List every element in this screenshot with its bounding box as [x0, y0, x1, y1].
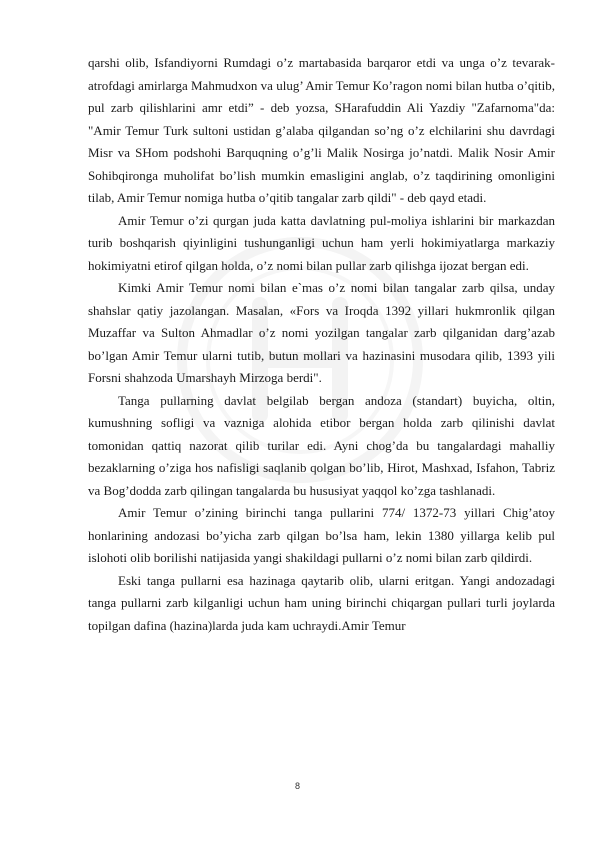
page-number: 8 [294, 781, 300, 791]
paragraph-coin-standard: Tanga pullarning davlat belgilab bergan andoza (standart) buyicha, oltin, kumushning sofligi va vazniga alohida etibor bergan holda zarb qilinishi davlat tomonidan qattiq nazorat qilib turilar edi. Ayni chog’da bu tangalardagi mahalliy bezaklarning o’ziga hos nafisligi saqlanib qolgan bo’lib, Hirot, Mashxad, Isfahon, Tabriz va Bog’dodda zarb qilingan tangalarda bu hususiyat yaqqol ko’zga tashlanadi. [88, 392, 555, 498]
paragraph-continuation: qarshi olib, Isfandiyorni Rumdagi o’z martabasida barqaror etdi va unga o’z tevarak-atrofdagi amirlarga Mahmudxon va ulug’ Amir Temur Ko’ragon nomi bilan hutba o’qitib, pul zarb qilishlarini amr etdi” - deb yozsa, SHarafuddin Ali Yazdiy "Zafarnoma"da: "Amir Temur Turk sultoni ustidan g’alaba qilgandan so’ng o’z elchilarini shu davrdagi Misr va SHom podshohi Barquqning o’g’li Malik Nosirga jo’natdi. Malik Nosir Amir Sohibqironga muholifat bo’lish mumkin emasligini anglab, o’z taqdirining omonligini tilab, Amir Temur nomiga hutba o’qitib tangalar zarb qildi" - deb qayd etadi. [88, 55, 555, 205]
paragraph-coinage-authority: Amir Temur o’zi qurgan juda katta davlatning pul-moliya ishlarini bir markazdan turib boshqarish qiyinligini tushunganligi uchun ham yerli hokimiyatlarga markaziy hokimiyatni etirof qilgan holda, o’z nomi bilan pullar zarb qilishga ijozat bergan edi. [88, 212, 555, 273]
paragraph-punishment: Kimki Amir Temur nomi bilan e`mas o’z nomi bilan tangalar zarb qilsa, unday shahslar qatiy jazolangan. Masalan, «Fors va Iroqda 1392 yillari hukmronlik qilgan Muzaffar va Sulton Ahmadlar o’z nomi yozilgan tangalar zarb qilganidan darg’azab bo’lgan Amir Temur ularni tutib, butun mollari va hazinasini musodara qilib, 1393 yili Forsni shahzoda Umarshayh Mirzoga berdi". [88, 280, 555, 385]
paragraph-first-coins: Amir Temur o’zining birinchi tanga pullarini 774/ 1372-73 yillari Chig’atoy honlarining andozasi bo’yicha zarb qilgan bo’lsa ham, lekin 1380 yillarga kelib pul islohoti olib borilishi natijasida yangi shakildagi pullarni o’z nomi bilan zarb qildirdi. [88, 505, 555, 565]
document-body [88, 52, 555, 637]
paragraph-old-coins: Eski tanga pullarni esa hazinaga qaytarib olib, ularni eritgan. Yangi andozadagi tanga pullarni zarb kilganligi uchun ham uning birinchi chiqargan pullari turli joylarda topilgan dafina (hazina)larda juda kam uchraydi.Amir Temur [88, 572, 555, 633]
